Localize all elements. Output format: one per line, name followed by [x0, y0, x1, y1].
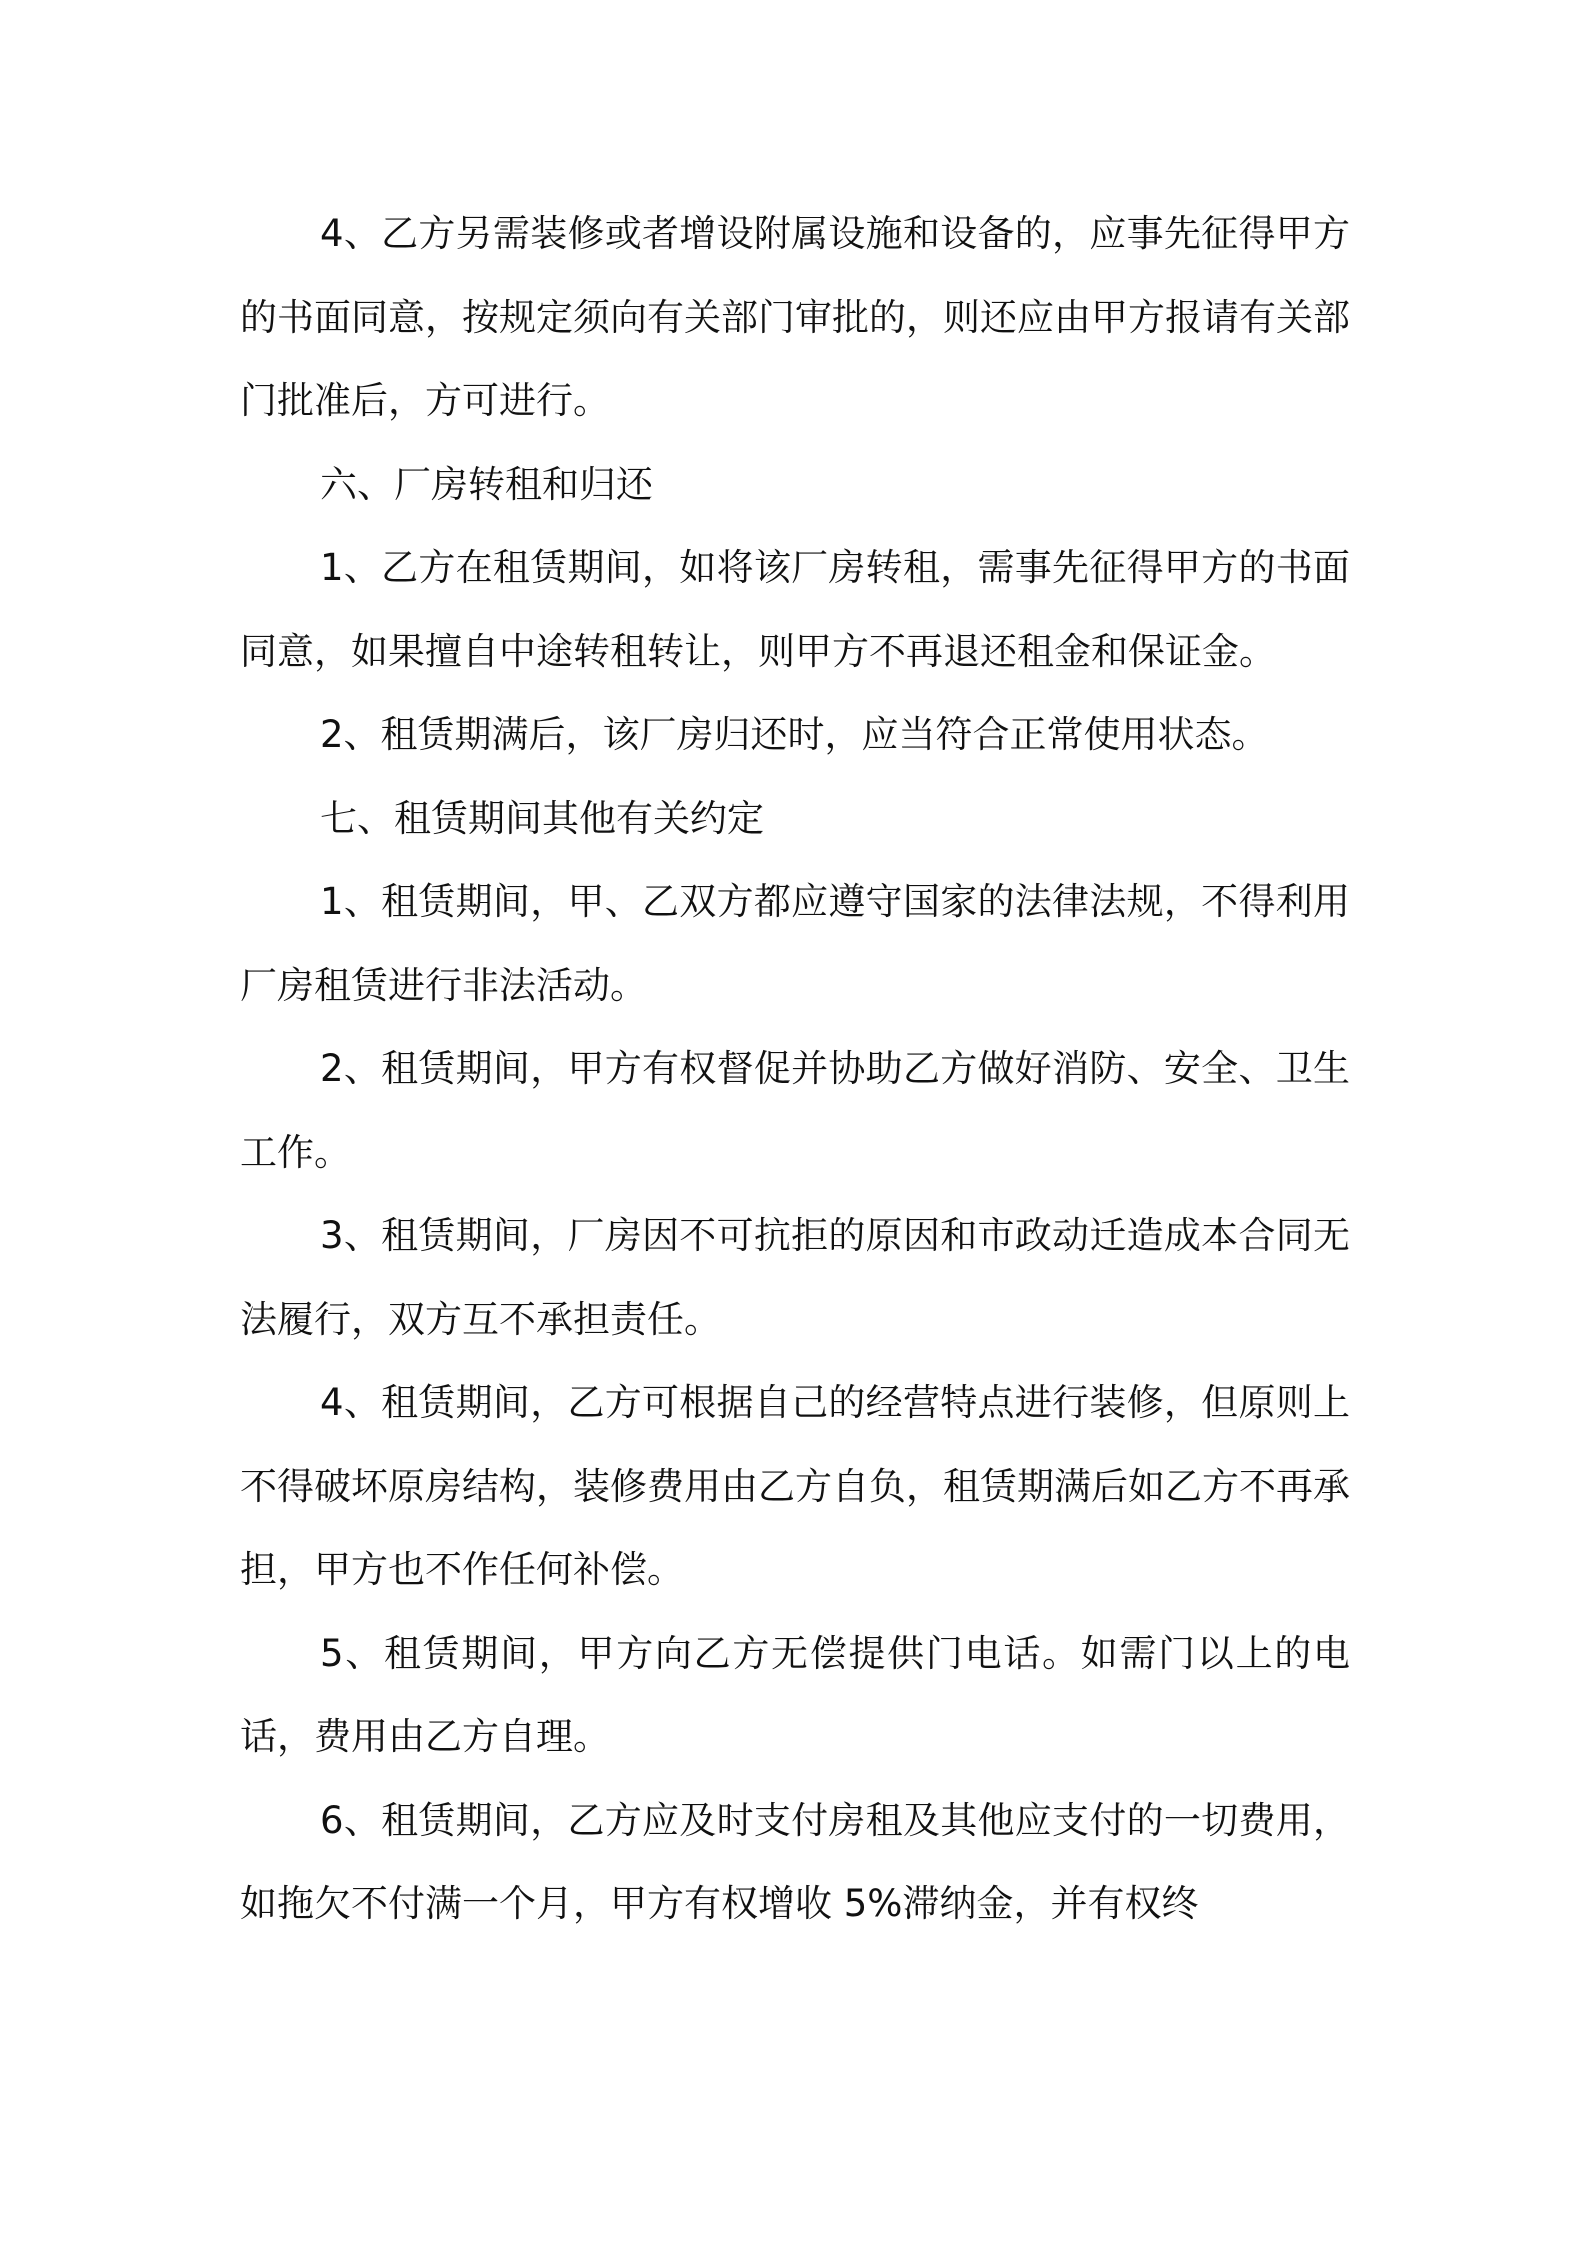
clause-7-2-paragraph: 2、租赁期间，甲方有权督促并协助乙方做好消防、安全、卫生工作。	[240, 1047, 1350, 1174]
clause-6-1-paragraph: 1、乙方在租赁期间，如将该厂房转租，需事先征得甲方的书面同意，如果擅自中途转租转让，则甲方不再退还租金和保证金。	[240, 546, 1350, 673]
section-7-heading: 七、租赁期间其他有关约定	[320, 796, 764, 840]
section-6-heading: 六、厂房转租和归还	[320, 462, 653, 506]
clause-7-6-paragraph: 6、租赁期间，乙方应及时支付房租及其他应支付的一切费用，如拖欠不付满一个月，甲方有权增收 5%滞纳金，并有权终	[240, 1798, 1350, 1925]
clause-7-5-paragraph: 5、租赁期间，甲方向乙方无偿提供门电话。如需门以上的电话，费用由乙方自理。	[240, 1631, 1350, 1758]
clause-6-2-paragraph: 2、租赁期满后，该厂房归还时，应当符合正常使用状态。	[320, 713, 1269, 756]
clause-7-3-paragraph: 3、租赁期间，厂房因不可抗拒的原因和市政动迁造成本合同无法履行，双方互不承担责任。	[240, 1214, 1350, 1341]
clause-7-4-paragraph: 4、租赁期间，乙方可根据自己的经营特点进行装修，但原则上不得破坏原房结构，装修费用由乙方自负，租赁期满后如乙方不再承担，甲方也不作任何补偿。	[240, 1381, 1350, 1591]
clause-5-4-paragraph: 4、乙方另需装修或者增设附属设施和设备的，应事先征得甲方的书面同意，按规定须向有关部门审批的，则还应由甲方报请有关部门批准后，方可进行。	[240, 212, 1350, 422]
document-body	[240, 192, 1350, 1946]
clause-7-1-paragraph: 1、租赁期间，甲、乙双方都应遵守国家的法律法规，不得利用厂房租赁进行非法活动。	[240, 880, 1350, 1007]
